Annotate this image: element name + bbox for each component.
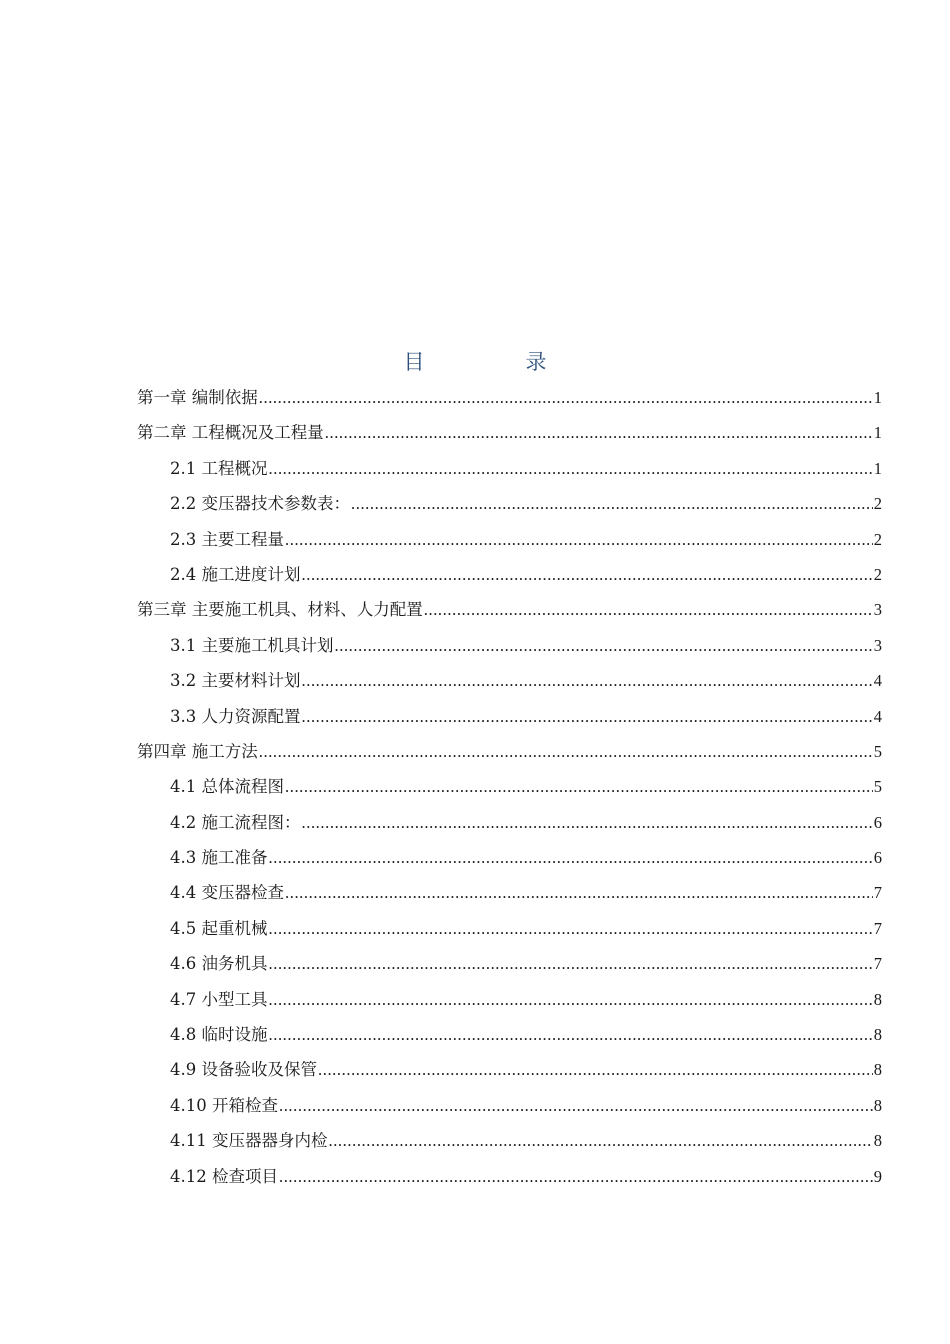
toc-dot-leader [424,600,873,620]
toc-dot-leader [269,990,873,1010]
toc-entry[interactable] [137,1127,882,1162]
toc-entry[interactable] [137,561,882,596]
toc-entry-label: 4.7 小型工具 [170,989,268,1009]
toc-dot-leader [335,636,873,656]
toc-page-number: 8 [873,1095,882,1115]
toc-entry-label: 4.2 施工流程图： [170,812,301,832]
toc-page-number: 8 [873,1060,882,1080]
toc-page-number: 3 [873,600,882,620]
toc-entry-label: 3.3 人力资源配置 [170,706,301,726]
toc-dot-leader [302,565,873,585]
toc-dot-leader [269,919,873,939]
toc-entry-label: 4.11 变压器器身内检 [170,1131,328,1151]
toc-entry-label: 4.12 检查项目 [170,1166,278,1186]
toc-dot-leader [269,954,873,974]
toc-page-number: 7 [873,954,882,974]
toc-entry[interactable] [137,809,882,844]
toc-entry[interactable] [137,950,882,985]
toc-entry-label: 4.5 起重机械 [170,918,268,938]
toc-entry-label: 4.4 变压器检查 [170,883,284,903]
toc-dot-leader [269,459,873,479]
toc-dot-leader [269,1025,873,1045]
toc-entry[interactable] [137,384,882,419]
toc-page-number: 6 [873,812,882,832]
toc-entry[interactable] [137,667,882,702]
toc-entry-label: 4.3 施工准备 [170,848,268,868]
toc-dot-leader [302,813,873,833]
toc-entry-label: 4.8 临时设施 [170,1025,268,1045]
toc-entry[interactable] [137,844,882,879]
toc-entry[interactable] [137,1163,882,1198]
toc-page-number: 5 [873,777,882,797]
toc-dot-leader [269,848,873,868]
toc-dot-leader [259,388,873,408]
toc-entry[interactable] [137,596,882,631]
toc-entry-label: 第一章 编制依据 [137,388,258,407]
toc-page-number: 8 [873,1131,882,1151]
toc-page-number: 1 [873,458,882,478]
toc-page-number: 1 [873,423,882,443]
toc-dot-leader [351,494,873,514]
toc-entry-label: 3.2 主要材料计划 [170,671,301,691]
toc-entry-label: 3.1 主要施工机具计划 [170,635,334,655]
toc-entry[interactable] [137,526,882,561]
toc-dot-leader [302,671,873,691]
toc-entry[interactable] [137,632,882,667]
toc-page-number: 9 [873,1166,882,1186]
toc-dot-leader [285,530,873,550]
toc-page-number: 6 [873,848,882,868]
toc-entry-label: 4.9 设备验收及保管 [170,1060,317,1080]
toc-dot-leader [328,1131,872,1151]
toc-entry[interactable] [137,1056,882,1091]
toc-dot-leader [279,1167,873,1187]
toc-entry[interactable] [137,738,882,773]
toc-entry[interactable] [137,1021,882,1056]
toc-entry-label: 第二章 工程概况及工程量 [137,423,324,443]
toc-entry[interactable] [137,915,882,950]
toc-entry[interactable] [137,455,882,490]
toc-page-number: 8 [873,1025,882,1045]
toc-page-number: 7 [873,918,882,938]
toc-list [137,384,882,1198]
toc-dot-leader [318,1060,873,1080]
toc-page-number: 8 [873,989,882,1009]
toc-entry-label: 第四章 施工方法 [137,741,258,761]
toc-entry-label: 第三章 主要施工机具、材料、人力配置 [137,600,423,620]
toc-page-number: 5 [873,741,882,761]
toc-entry-label: 2.2 变压器技术参数表： [170,494,350,514]
toc-dot-leader [285,777,873,797]
toc-entry[interactable] [137,703,882,738]
toc-entry-label: 4.10 开箱检查 [170,1095,278,1115]
toc-entry[interactable] [137,773,882,808]
toc-page-number: 4 [873,706,882,726]
toc-entry[interactable] [137,986,882,1021]
toc-page-number: 4 [873,671,882,691]
toc-entry-label: 2.3 主要工程量 [170,529,284,549]
toc-entry[interactable] [137,490,882,525]
toc-entry-label: 2.1 工程概况 [170,458,268,478]
toc-entry[interactable] [137,419,882,454]
toc-page-number: 2 [873,564,882,584]
toc-entry-label: 2.4 施工进度计划 [170,564,301,584]
toc-page-number: 2 [873,529,882,549]
toc-page-number: 2 [873,494,882,514]
toc-dot-leader [325,423,873,443]
toc-page-number: 3 [873,635,882,655]
toc-entry-label: 4.1 总体流程图 [170,777,284,797]
toc-entry[interactable] [137,879,882,914]
toc-page-number: 7 [873,883,882,903]
toc-title: 目 录 [403,350,587,374]
toc-entry-label: 4.6 油务机具 [170,954,268,974]
toc-entry[interactable] [137,1092,882,1127]
toc-dot-leader [285,883,873,903]
toc-dot-leader [259,742,873,762]
toc-page-number: 1 [873,388,882,407]
toc-dot-leader [302,707,873,727]
toc-dot-leader [279,1096,873,1116]
